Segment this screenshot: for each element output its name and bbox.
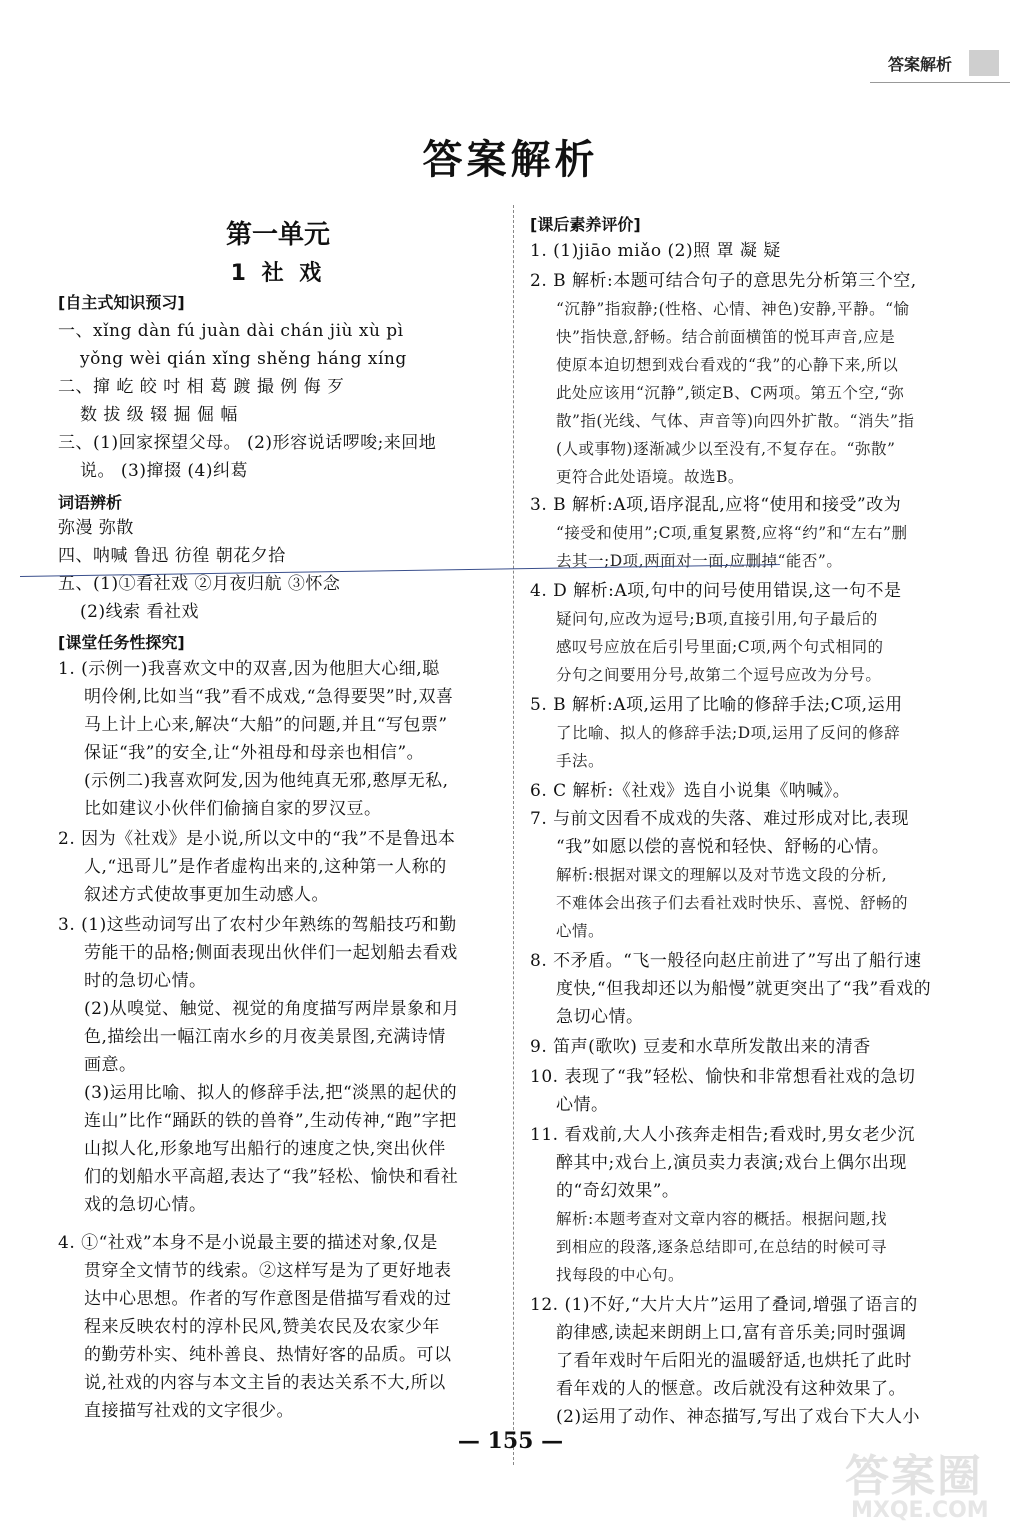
answer-line: (2)运用了动作、神态描写,写出了戏台下大人小: [556, 1407, 920, 1427]
section-heading: 词语辨析: [58, 493, 123, 512]
answer-line: 心情。: [556, 922, 605, 940]
section-heading: [课后素养评价]: [530, 215, 641, 234]
answer-line: 疑问句,应改为逗号;B项,直接引用,句子最后的: [556, 610, 878, 628]
answer-line: 手法。: [556, 752, 605, 770]
answer-line: (2)从嗅觉、触觉、视觉的角度描写两岸景象和月: [84, 999, 460, 1019]
answer-line: 醉其中;戏台上,演员卖力表演;戏台上偶尔出现: [556, 1153, 907, 1173]
answer-line: 戏的急切心情。: [84, 1195, 207, 1215]
answer-line: 程来反映农村的淳朴民风,赞美农民及农家少年: [84, 1317, 440, 1337]
answer-line: 6. C 解析:《社戏》选自小说集《呐喊》。: [530, 781, 851, 801]
answer-line: 达中心思想。作者的写作意图是借描写看戏的过: [84, 1289, 452, 1309]
answer-line: 1. (1)jiāo miǎo (2)照 罩 凝 疑: [530, 241, 781, 261]
answer-line: 贯穿全文情节的线索。②这样写是为了更好地表: [84, 1261, 452, 1281]
answer-line: 保证“我”的安全,让“外祖母和母亲也相信”。: [84, 743, 425, 763]
answer-line: 到相应的段落,逐条总结即可,在总结的时候可寻: [556, 1238, 887, 1256]
answer-line: 了比喻、拟人的修辞手法;D项,运用了反问的修辞: [556, 724, 901, 742]
answer-line: 3. (1)这些动词写出了农村少年熟练的驾船技巧和勤: [58, 915, 457, 935]
answer-line: 感叹号应放在后引号里面;C项,两个句式相同的: [556, 638, 884, 656]
answer-line: 比如建议小伙伴们偷摘自家的罗汉豆。: [84, 799, 382, 819]
answer-line: 时的急切心情。: [84, 971, 207, 991]
header-tab-block: [969, 50, 999, 76]
answer-line: 叙述方式使故事更加生动感人。: [84, 885, 329, 905]
answer-line: 10. 表现了“我”轻松、愉快和非常想看社戏的急切: [530, 1067, 916, 1087]
answer-line: “我”如愿以偿的喜悦和轻快、舒畅的心情。: [556, 837, 890, 857]
answer-line: 3. B 解析:A项,语序混乱,应将“使用和接受”改为: [530, 495, 902, 515]
watermark: [845, 1440, 1015, 1530]
answer-line: 心情。: [556, 1095, 609, 1115]
answer-line: 2. 因为《社戏》是小说,所以文中的“我”不是鲁迅本: [58, 829, 456, 849]
answer-line: (人或事物)逐渐减少以至没有,不复存在。“弥散”: [556, 440, 896, 458]
answer-line: 说。 (3)撺掇 (4)纠葛: [80, 461, 248, 481]
answer-line: 连山”比作“踊跃的铁的兽脊”,生动传神,“跑”字把: [84, 1111, 457, 1131]
answer-line: (示例二)我喜欢阿发,因为他纯真无邪,憨厚无私,: [84, 771, 449, 791]
answer-line: 5. B 解析:A项,运用了比喻的修辞手法;C项,运用: [530, 695, 903, 715]
watermark-url: MXQE.COM: [851, 1498, 989, 1523]
answer-line: 的勤劳朴实、纯朴善良、热情好客的品质。可以: [84, 1345, 452, 1365]
answer-line: 弥漫 弥散: [58, 518, 134, 538]
answer-line: 解析:根据对课文的理解以及对节选文段的分析,: [556, 866, 888, 884]
lesson-title: 1 社 戏: [230, 261, 326, 286]
answer-line: 直接描写社戏的文字很少。: [84, 1401, 294, 1421]
watermark-logo: 答案圈: [845, 1451, 983, 1502]
answer-line: 明伶俐,比如当“我”看不成戏,“急得要哭”时,双喜: [84, 687, 454, 707]
answer-line: 4. ①“社戏”本身不是小说最主要的描述对象,仅是: [58, 1233, 438, 1253]
answer-line: 劳能干的品格;侧面表现出伙伴们一起划船去看戏: [84, 943, 458, 963]
page-title: 答案解析: [422, 137, 599, 183]
section-heading: [课堂任务性探究]: [58, 633, 185, 652]
answer-line: 们的划船水平高超,表达了“我”轻松、愉快和看社: [84, 1167, 459, 1187]
answer-line: “接受和使用”;C项,重复累赘,应将“约”和“左右”删: [556, 524, 908, 542]
answer-line: 马上计上心来,解决“大船”的问题,并且“写包票”: [84, 715, 448, 735]
answer-line: 7. 与前文因看不成戏的失落、难过形成对比,表现: [530, 809, 910, 829]
answer-line: 找每段的中心句。: [556, 1266, 685, 1284]
page-number: — 155 —: [457, 1428, 564, 1454]
answer-line: 五、(1)①看社戏 ②月夜归航 ③怀念: [58, 574, 341, 594]
answer-line: 9. 笛声(歌吹) 豆麦和水草所发散出来的清香: [530, 1037, 871, 1057]
answer-line: 数 拔 级 辍 掘 倔 幅: [80, 405, 238, 425]
answer-line: 人,“迅哥儿”是作者虚构出来的,这种第一人称的: [84, 857, 447, 877]
answer-line: 说,社戏的内容与本文主旨的表达关系不大,所以: [84, 1373, 446, 1393]
answer-line: 解析:本题考查对文章内容的概括。根据问题,找: [556, 1210, 888, 1228]
answer-line: 不难体会出孩子们去看社戏时快乐、喜悦、舒畅的: [556, 894, 909, 912]
answer-line: 的“奇幻效果”。: [556, 1181, 680, 1201]
answer-line: 度快,“但我却还以为船慢”就更突出了“我”看戏的: [556, 979, 932, 999]
answer-line: 4. D 解析:A项,句中的问号使用错误,这一句不是: [530, 581, 902, 601]
answer-line: 去其一;D项,两面对一面,应删掉“能否”。: [556, 552, 843, 570]
header-label: 答案解析: [888, 55, 953, 74]
answer-line: 韵律感,读起来朗朗上口,富有音乐美;同时强调: [556, 1323, 907, 1343]
answer-line: “沉静”指寂静;(性格、心情、神色)安静,平静。“愉: [556, 300, 910, 318]
answer-line: 二、撺 屹 皎 吋 相 葛 踱 撮 例 侮 歹: [58, 377, 345, 397]
answer-line: 色,描绘出一幅江南水乡的月夜美景图,充满诗情: [84, 1027, 446, 1047]
answer-line: 更符合此处语境。故选B。: [556, 468, 744, 486]
unit-title: 第一单元: [225, 220, 330, 250]
answer-line: 了看年戏时午后阳光的温暖舒适,也烘托了此时: [556, 1351, 912, 1371]
answer-line: 快”指快意,舒畅。结合前面横笛的悦耳声音,应是: [556, 328, 896, 346]
answer-line: 分句之间要用分号,故第二个逗号应改为分号。: [556, 666, 882, 684]
answer-line: 山拟人化,形象地写出船行的速度之快,突出伙伴: [84, 1139, 446, 1159]
answer-line: 看年戏的人的惬意。改后就没有这种效果了。: [556, 1379, 906, 1399]
answer-line: 12. (1)不好,“大片大片”运用了叠词,增强了语言的: [530, 1295, 918, 1315]
answer-line: (3)运用比喻、拟人的修辞手法,把“淡黑的起伏的: [84, 1083, 458, 1103]
column-divider: [513, 205, 514, 1465]
section-heading: [自主式知识预习]: [58, 293, 185, 312]
answer-line: 散”指(光线、气体、声音等)向四外扩散。“消失”指: [556, 412, 915, 430]
answer-line: 四、呐喊 鲁迅 彷徨 朝花夕拾: [58, 546, 286, 566]
answer-line: 三、(1)回家探望父母。 (2)形容说话啰唆;来回地: [58, 433, 437, 453]
answer-line: 此处应该用“沉静”,锁定B、C两项。第五个空,“弥: [556, 384, 905, 402]
answer-line: yǒng wèi qián xǐng shěng háng xíng: [80, 349, 407, 369]
answer-line: 画意。: [84, 1055, 137, 1075]
header-rule: [870, 82, 1010, 83]
answer-line: 1. (示例一)我喜欢文中的双喜,因为他胆大心细,聪: [58, 659, 440, 679]
answer-line: 8. 不矛盾。“飞一般径向赵庄前进了”写出了船行速: [530, 951, 922, 971]
answer-line: 一、xǐng dàn fú juàn dài chán jiù xù pì: [58, 321, 404, 341]
answer-line: (2)线索 看社戏: [80, 602, 199, 622]
answer-line: 急切心情。: [556, 1007, 644, 1027]
answer-line: 使原本迫切想到戏台看戏的“我”的心静下来,所以: [556, 356, 899, 374]
answer-line: 2. B 解析:本题可结合句子的意思先分析第三个空,: [530, 271, 917, 291]
answer-line: 11. 看戏前,大人小孩奔走相告;看戏时,男女老少沉: [530, 1125, 915, 1145]
